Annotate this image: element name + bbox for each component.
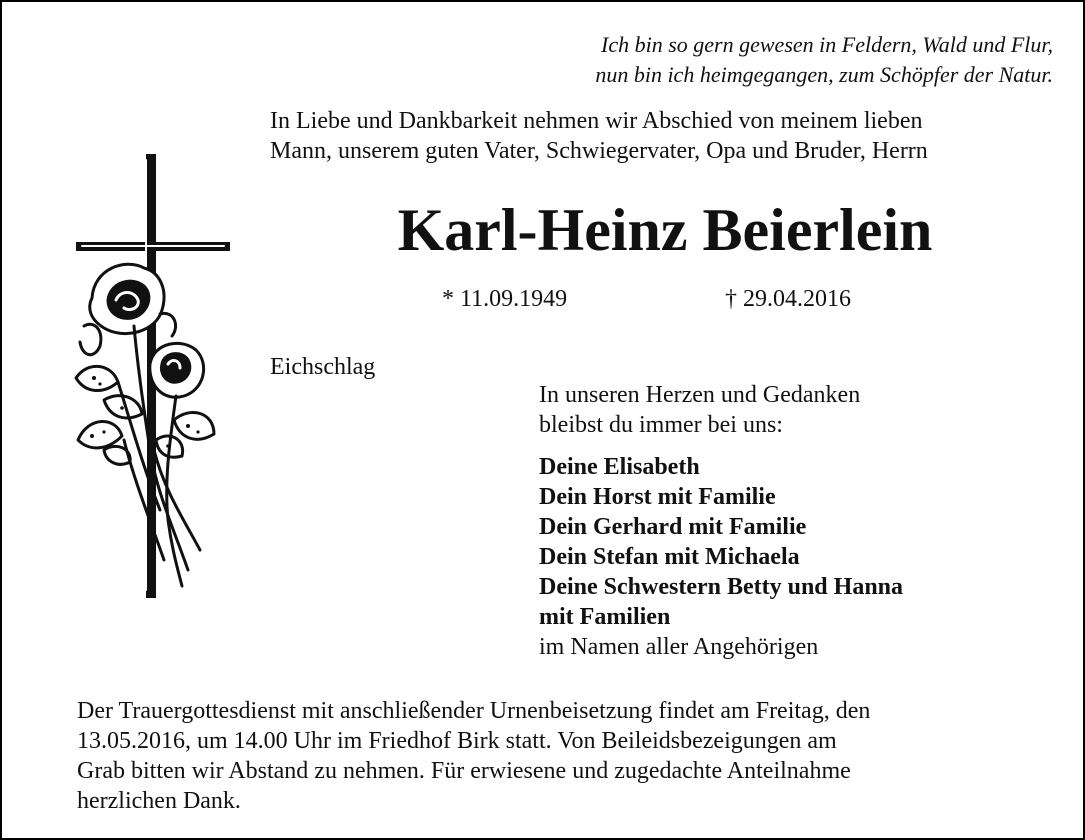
motto-line: Ich bin so gern gewesen in Feldern, Wald und Flur, bbox=[601, 32, 1053, 57]
motto-verse bbox=[453, 30, 1053, 90]
family-member: mit Familien bbox=[539, 604, 671, 630]
family-closing: im Namen aller Angehörigen bbox=[539, 634, 819, 660]
family-member: Deine Elisabeth bbox=[539, 454, 700, 480]
family-member: Dein Horst mit Familie bbox=[539, 484, 776, 510]
motto-line: nun bin ich heimgegangen, zum Schöpfer der Natur. bbox=[595, 62, 1053, 87]
family-member: Deine Schwestern Betty und Hanna bbox=[539, 574, 904, 600]
service-line: Grab bitten wir Abstand zu nehmen. Für erwiesene und zugedachte Anteilnahme bbox=[77, 758, 851, 784]
death-date: † 29.04.2016 bbox=[725, 286, 851, 312]
hometown: Eichschlag bbox=[270, 354, 376, 380]
birth-date: * 11.09.1949 bbox=[442, 286, 568, 312]
intro-line: Mann, unserem guten Vater, Schwiegervater, Opa und Bruder, Herrn bbox=[270, 138, 928, 164]
service-line: Der Trauergottesdienst mit anschließender Urnenbeisetzung findet am Freitag, den bbox=[77, 698, 871, 724]
verse-line: In unseren Herzen und Gedanken bbox=[539, 382, 861, 408]
remembrance-verse bbox=[539, 380, 860, 440]
family-member: Dein Stefan mit Michaela bbox=[539, 544, 800, 570]
cross-with-roses-icon bbox=[64, 150, 244, 610]
deceased-name: Karl-Heinz Beierlein bbox=[397, 197, 933, 263]
verse-line: bleibst du immer bei uns: bbox=[539, 412, 783, 438]
service-line: herzlichen Dank. bbox=[77, 788, 241, 814]
service-announcement bbox=[77, 696, 1037, 816]
family-member: Dein Gerhard mit Familie bbox=[539, 514, 807, 540]
intro-text bbox=[270, 106, 928, 166]
service-line: 13.05.2016, um 14.00 Uhr im Friedhof Birk statt. Von Beileidsbezeigungen am bbox=[77, 728, 837, 754]
intro-line: In Liebe und Dankbarkeit nehmen wir Abschied von meinem lieben bbox=[270, 108, 923, 134]
family-list bbox=[539, 452, 903, 662]
